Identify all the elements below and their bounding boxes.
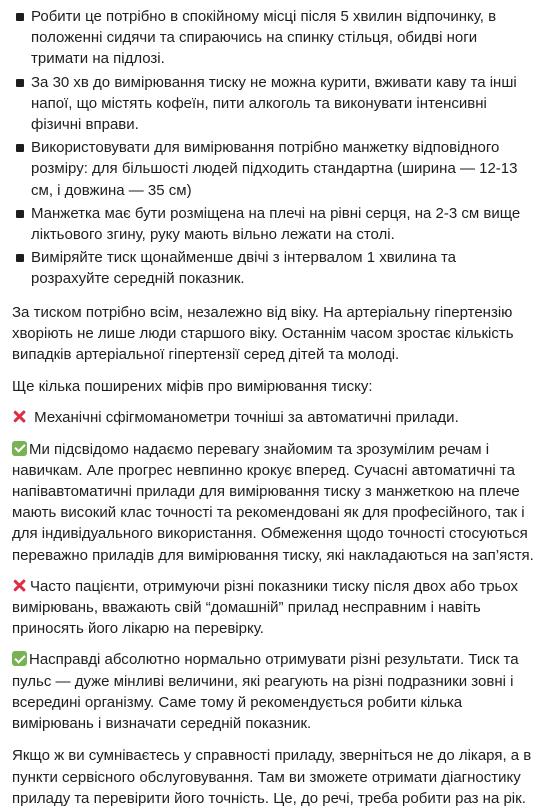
service-paragraph: Якщо ж ви сумніваєтесь у справності приладу, зверніться не до лікаря, а в пункти сервісного обслуговування. Там ви зможете отримати діагностику приладу та перевірити його точність. Це, до речі, треба робити раз на рік. xyxy=(12,747,532,807)
red-cross-mark-icon xyxy=(12,578,27,593)
green-check-mark-icon xyxy=(12,441,27,456)
list-item-text: Робити це потрібно в спокійному місці після 5 хвилин відпочинку, в положенні сидячи та спираючись на спинку стільця, обидві ноги тримати на підлозі. xyxy=(31,8,497,68)
green-check-mark-icon xyxy=(12,651,27,666)
list-item xyxy=(12,247,536,289)
list-item xyxy=(12,72,536,136)
black-square-icon xyxy=(16,79,24,87)
list-item xyxy=(12,137,536,201)
black-square-icon xyxy=(16,13,24,21)
list-item-text: Використовувати для вимірювання потрібно манжетку відповідного розміру: для більшості людей підходить стандартна (ширина — 12-13 см, і довжина — 35 см) xyxy=(31,139,518,199)
fact-1 xyxy=(12,439,536,566)
myth-2 xyxy=(12,576,536,640)
list-item xyxy=(12,6,536,70)
fact-2-text: Насправді абсолютно нормально отримувати різні результати. Тиск та пульс — дуже мінливі величини, які реагують на різні подразники зовні і всередині організму. Саме тому й рекомендується робити кілька вимірювань і визначати середній показник. xyxy=(12,651,519,733)
red-cross-mark-icon xyxy=(12,409,27,424)
age-paragraph: За тиском потрібно всім, незалежно від віку. На артеріальну гіпертензію хворіють не лише люди старшого віку. Останнім часом зростає кількість випадків артеріальної гіпертензії серед дітей та молоді. xyxy=(12,303,514,364)
fact-2 xyxy=(12,649,536,734)
myths-intro: Ще кілька поширених міфів про вимірювання тиску: xyxy=(12,378,373,396)
myth-1-text: Механічні сфігмоманометри точніші за автоматичні прилади. xyxy=(30,409,459,427)
black-square-icon xyxy=(16,210,24,218)
post-body xyxy=(12,6,536,809)
myth-1 xyxy=(12,407,536,428)
fact-1-text: Ми підсвідомо надаємо перевагу знайомим та зрозумілим речам і навичкам. Але прогрес невпинно крокує вперед. Сучасні автоматичні та напівавтоматичні прилади для вимірювання тиску з манжеткою на плече мають високий клас точності та рекомендовані як для професійного, так і для індивідуального використання. Обмеження щодо точності стосуються переважно приладів для вимірювання тиску, які накладаються на зап’ястя. xyxy=(12,440,534,564)
list-item-text: За 30 хв до вимірювання тиску не можна курити, вживати каву та інші напої, що містять кофеїн, пити алкоголь та виконувати інтенсивні фізичні вправи. xyxy=(31,73,517,134)
measurement-rules-list xyxy=(12,6,536,290)
list-item-text: Виміряйте тиск щонайменше двічі з інтервалом 1 хвилина та розрахуйте середній показник. xyxy=(31,249,457,288)
myth-2-text: Часто пацієнти, отримуючи різні показники тиску після двох або трьох вимірювань, вважають свій “домашній” прилад несправним і навіть приносять його лікарю на перевірку. xyxy=(12,577,519,638)
list-item xyxy=(12,203,536,245)
black-square-icon xyxy=(16,254,24,262)
black-square-icon xyxy=(16,144,24,152)
list-item-text: Манжетка має бути розміщена на плечі на рівні серця, на 2-3 см вище ліктьового згину, руку мають вільно лежати на столі. xyxy=(31,204,521,244)
